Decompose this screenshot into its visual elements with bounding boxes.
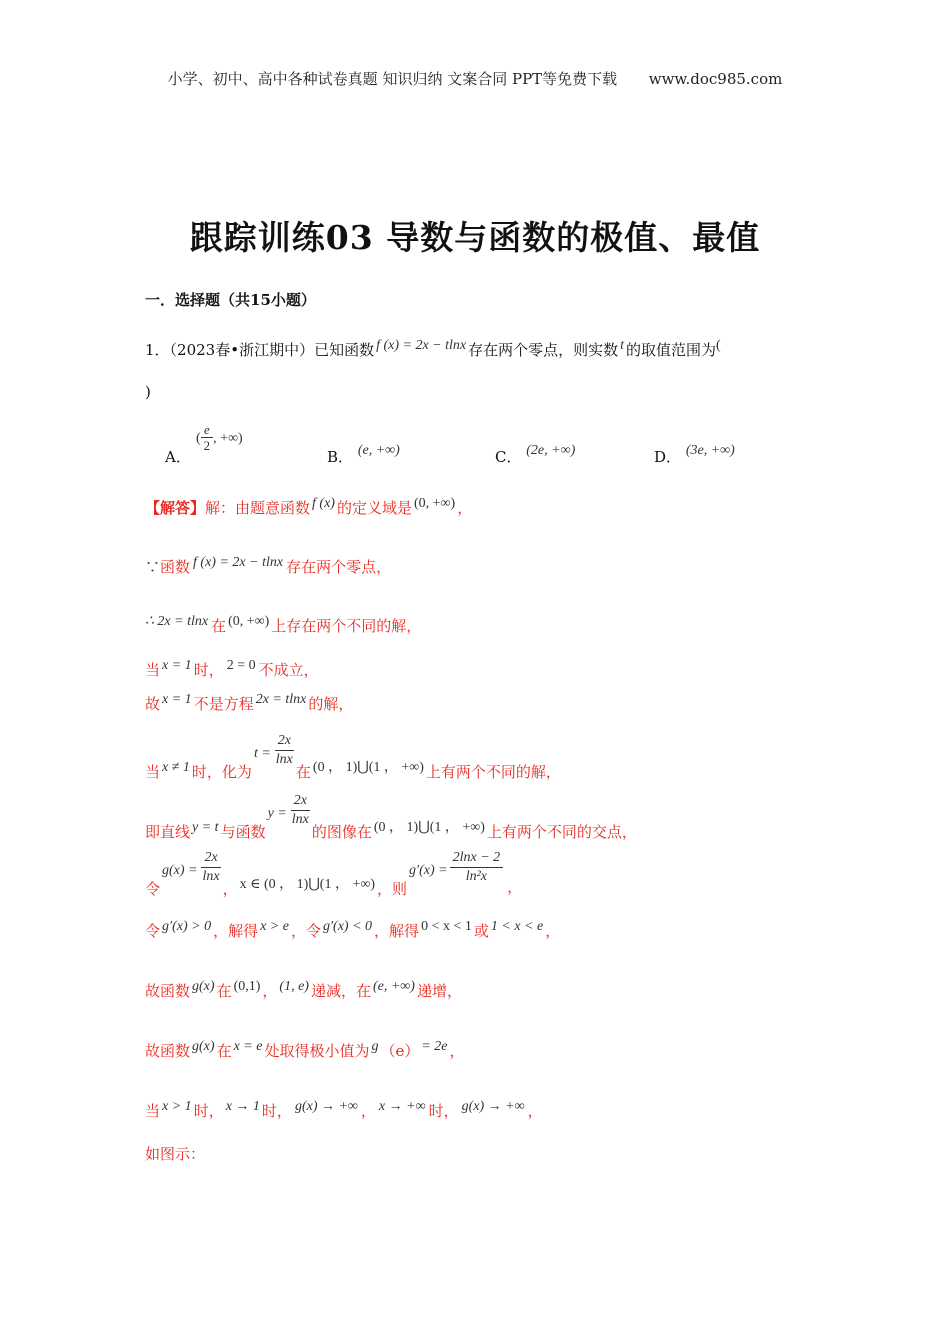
solution-text: 解：由题意函数	[205, 499, 311, 517]
math: g(x)	[192, 979, 215, 994]
solution-text: ，解得	[213, 922, 259, 940]
fraction-numerator: 2lnx − 2	[450, 849, 504, 868]
question-paren-open: (	[716, 338, 721, 353]
solution-text: 递减，在	[310, 982, 371, 1000]
fraction-numerator: 2x	[201, 849, 220, 868]
math: y = t	[192, 819, 219, 835]
question-source: （2023春•浙江期中）已知函数	[169, 341, 375, 359]
solution-text: 故函数	[145, 982, 191, 1000]
math: (0, +∞)	[413, 496, 456, 511]
solution-text: ，则	[377, 879, 408, 898]
math: 2x = tlnx	[255, 692, 307, 707]
option-d-value: (3e, +∞)	[685, 443, 735, 458]
math: f (x) = 2x − tlnx	[193, 555, 284, 570]
option-a[interactable]	[165, 446, 191, 467]
math: g(x) =	[162, 862, 198, 878]
math: x = e	[233, 1039, 263, 1054]
fraction	[273, 732, 296, 769]
math: g′(x) > 0	[162, 919, 212, 934]
fraction-numerator: 2x	[275, 732, 294, 751]
solution-text: 故	[145, 695, 161, 713]
math: = 2e	[421, 1039, 448, 1054]
option-b[interactable]	[327, 443, 400, 467]
fraction-denominator: lnx	[275, 752, 293, 767]
fraction	[450, 849, 504, 886]
page-header	[0, 68, 950, 89]
option-a-open: (	[196, 431, 201, 446]
solution-text: 当	[145, 1102, 161, 1120]
solution-text: 时，	[193, 661, 224, 679]
solution-line-8	[145, 850, 523, 898]
math: x → 1	[225, 1099, 260, 1114]
solution-text: 处取得极小值为	[264, 1042, 370, 1060]
solution-line-11	[145, 1040, 465, 1061]
solution-line-10	[145, 980, 462, 1001]
math: (0, +∞)	[228, 614, 270, 629]
solution-text: 或	[473, 922, 489, 940]
option-d-label: D．	[654, 448, 682, 466]
math: (1, e)	[279, 979, 309, 994]
solution-text: 当	[145, 661, 161, 679]
math: x > 1	[162, 1099, 192, 1114]
solution-line-3	[145, 615, 421, 636]
math: g(x)	[192, 1039, 215, 1054]
fraction	[200, 849, 223, 886]
solution-line-7	[145, 793, 637, 841]
solution-text: 不成立，	[258, 661, 319, 679]
math: ∴ 2x = tlnx	[145, 614, 209, 629]
math: t =	[253, 745, 271, 761]
math: x > e	[260, 919, 289, 934]
option-b-label: B．	[327, 448, 354, 466]
option-a-rest: , +∞)	[213, 431, 243, 446]
solution-line-2	[145, 556, 391, 577]
solution-text: ，	[262, 982, 278, 1000]
math: g(x) → +∞	[294, 1099, 358, 1114]
question-paren-close: )	[145, 383, 151, 401]
math: 1 < x < e	[490, 919, 544, 934]
solution-text: 的图像在	[311, 822, 372, 841]
solution-line-13: 如图示：	[145, 1145, 206, 1163]
math: x = 1	[162, 692, 192, 707]
solution-text: 故函数	[145, 1042, 191, 1060]
option-a-fraction	[201, 422, 214, 453]
solution-text: 函数	[160, 558, 191, 576]
solution-tag: 【解答】	[145, 499, 206, 517]
solution-text: 在	[211, 617, 227, 635]
math: x ∈ (0 ， 1)⋃(1 ， +∞)	[239, 876, 376, 892]
math: 2 = 0	[226, 658, 256, 673]
solution-text: 在	[216, 982, 232, 1000]
math: x → +∞	[378, 1099, 426, 1114]
section-heading: 一．选择题（共15小题）	[145, 291, 316, 309]
math: (e, +∞)	[372, 979, 415, 994]
math: g′(x) =	[409, 862, 448, 878]
solution-text: 时，	[428, 1102, 459, 1120]
solution-text: 在	[295, 762, 311, 781]
option-a-num: e	[201, 422, 213, 438]
solution-text: 的定义域是	[336, 499, 412, 517]
question-text-mid: 存在两个零点，则实数	[468, 341, 619, 359]
fraction	[289, 792, 312, 829]
solution-text: ，	[457, 499, 473, 517]
solution-line-5	[145, 693, 353, 714]
option-a-value	[196, 422, 243, 453]
solution-text: 不是方程	[193, 695, 254, 713]
solution-text: 上有两个不同的解，	[425, 762, 561, 781]
solution-text: 即直线	[145, 822, 191, 841]
math: g(x) → +∞	[461, 1099, 525, 1114]
solution-text: 时，	[261, 1102, 292, 1120]
solution-text: 令	[145, 879, 161, 898]
option-a-den: 2	[203, 438, 211, 453]
math: g′(x) < 0	[322, 919, 373, 934]
solution-text: 与函数	[220, 822, 266, 841]
option-d[interactable]	[654, 443, 735, 467]
math: x = 1	[162, 658, 192, 673]
solution-line-12	[145, 1100, 543, 1121]
math: y =	[267, 805, 287, 821]
solution-text: 上存在两个不同的解，	[271, 617, 422, 635]
math: (0 ， 1)⋃(1 ， +∞)	[312, 759, 424, 775]
solution-text: ，	[545, 922, 561, 940]
solution-line-6	[145, 733, 561, 781]
fraction-denominator: ln²x	[465, 869, 488, 884]
solution-line-9	[145, 920, 560, 941]
math: x ≠ 1	[162, 759, 190, 775]
solution-text: 当	[145, 762, 161, 781]
option-a-label: A．	[165, 448, 191, 466]
solution-text: 时，化为	[191, 762, 252, 781]
question-text-end: 的取值范围为	[626, 341, 717, 359]
solution-text: ，	[360, 1102, 376, 1120]
solution-text: ，	[527, 1102, 543, 1120]
solution-text: 令	[145, 922, 161, 940]
question-number: 1．	[145, 341, 170, 359]
because-symbol: ∵	[145, 558, 161, 576]
solution-text: 上有两个不同的交点，	[486, 822, 637, 841]
solution-text: ，	[507, 877, 523, 896]
fraction-denominator: lnx	[291, 812, 309, 827]
math: f (x)	[312, 496, 335, 511]
solution-text: 在	[216, 1042, 232, 1060]
header-text: 小学、初中、高中各种试卷真题 知识归纳 文案合同 PPT等免费下载	[167, 70, 618, 88]
page-title: 跟踪训练03 导数与函数的极值、最值	[189, 218, 761, 257]
option-b-value: (e, +∞)	[357, 443, 400, 458]
question-1	[145, 339, 721, 360]
solution-text: ，解得	[374, 922, 420, 940]
math: g	[371, 1039, 379, 1054]
math: (0 ， 1)⋃(1 ， +∞)	[373, 819, 485, 835]
math: (0,1)	[233, 979, 261, 994]
solution-text: ，	[222, 879, 238, 898]
solution-text: （e）	[380, 1042, 420, 1060]
option-c-value: (2e, +∞)	[526, 443, 576, 458]
solution-text: ，	[449, 1042, 465, 1060]
question-var: t	[620, 338, 625, 353]
solution-line-1	[145, 497, 472, 518]
solution-line-4	[145, 659, 319, 680]
fraction-numerator: 2x	[291, 792, 310, 811]
option-c[interactable]	[495, 443, 576, 467]
fraction-denominator: lnx	[202, 869, 220, 884]
solution-text: ，令	[290, 922, 321, 940]
option-c-label: C．	[495, 448, 522, 466]
solution-text: 时，	[193, 1102, 224, 1120]
solution-text: 的解，	[308, 695, 354, 713]
question-function: f (x) = 2x − tlnx	[376, 338, 467, 353]
solution-text: 存在两个零点，	[286, 558, 392, 576]
solution-text: 递增，	[416, 982, 462, 1000]
header-site-link[interactable]: www.doc985.com	[648, 70, 783, 88]
math: 0 < x < 1	[421, 919, 472, 934]
